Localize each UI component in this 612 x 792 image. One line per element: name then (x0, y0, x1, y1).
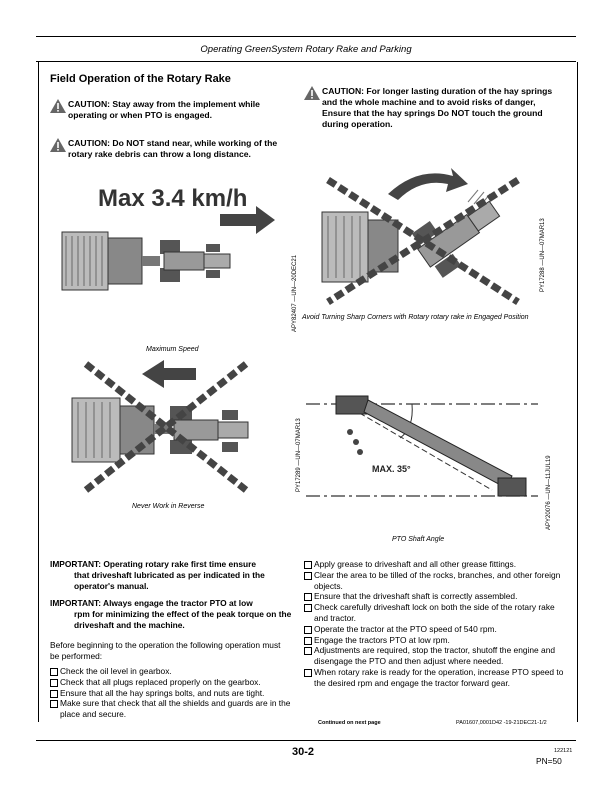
checkbox-icon (304, 604, 312, 612)
checkbox-icon (304, 626, 312, 634)
checkbox-icon (50, 690, 58, 698)
checkbox-icon (304, 669, 312, 677)
section-title: Field Operation of the Rotary Rake (50, 73, 231, 85)
checkbox-icon (304, 561, 312, 569)
checklist-left (50, 666, 300, 720)
intro-paragraph: Before beginning to the operation the following operation must be performed: (50, 640, 281, 661)
turn-arrow-icon (388, 168, 468, 200)
list-item-text: Check that all plugs replaced properly on the gearbox. (60, 676, 261, 687)
warning-icon (50, 99, 66, 113)
header-top-rule (36, 36, 576, 37)
reverse-code: PY17289 —UN—07MAR13 (296, 418, 302, 492)
caution-text: CAUTION: For longer lasting duration of the hay springs and the whole machine and to avoid risks of danger, Ensure that the hay springs Do NOT touch the ground during operation. (322, 86, 553, 129)
page-number: 30-2 (292, 746, 315, 758)
important-rest: that driveshaft lubricated as per indicated in the operator's manual. (74, 569, 265, 591)
important-lead: IMPORTANT: Always engage the tractor PTO at low (50, 598, 253, 608)
checkbox-icon (304, 593, 312, 601)
list-item-text: Engage the tractors PTO at low rpm. (314, 634, 450, 645)
pto-angle-figure (302, 380, 542, 520)
rake-tractor-topview (62, 232, 230, 290)
list-item-text: Apply grease to driveshaft and all other grease fittings. (314, 559, 517, 569)
max-speed-figure (60, 180, 280, 320)
checkbox-icon (304, 572, 312, 580)
pto-angle-code: APY20076 —UN—11JUL19 (546, 455, 552, 530)
list-item-text: Check carefully driveshaft lock on both the side of the rotary rake and tractor. (314, 602, 555, 623)
list-item (304, 645, 566, 667)
reverse-arrow-icon (142, 360, 196, 388)
list-item (50, 677, 300, 688)
warning-icon (50, 138, 66, 152)
list-item-text: Ensure that the driveshaft shaft is correctly assembled. (314, 591, 518, 602)
caution-text: CAUTION: Stay away from the implement while operating or when PTO is engaged. (68, 99, 260, 120)
running-head: Operating GreenSystem Rotary Rake and Parking (200, 44, 412, 55)
angle-line (344, 404, 492, 490)
footer-rule (36, 740, 576, 741)
list-item-text: Ensure that all the hay springs bolts, and nuts are tight. (60, 687, 265, 698)
checklist-right (304, 559, 566, 689)
list-item (50, 698, 300, 720)
sharp-corners-figure (318, 162, 540, 310)
max-speed-code: APY82407 —UN—20DEC21 (292, 254, 298, 332)
list-item-text: Operate the tractor at the PTO speed of 540 rpm. (314, 623, 497, 634)
important-note-lubrication (50, 559, 296, 591)
continued-note: Continued on next page (318, 720, 381, 726)
checkbox-icon (50, 668, 58, 676)
caution-hay-springs (304, 86, 559, 130)
list-item (304, 624, 566, 635)
warning-icon (304, 86, 320, 100)
list-item (304, 602, 566, 624)
footer-small-code: 122121 (554, 748, 573, 754)
reverse-caption: Never Work in Reverse (132, 503, 205, 510)
list-item-text: Check the oil level in gearbox. (60, 666, 172, 676)
list-item-text: Clear the area to be tilled of the rocks, branches, and other foreign objects. (314, 569, 561, 591)
list-item (304, 591, 566, 602)
important-note-pto (50, 598, 296, 630)
pn-label: PN=50 (536, 756, 562, 766)
checkbox-icon (50, 679, 58, 687)
max-angle-label: MAX. 35° (372, 464, 411, 474)
max-speed-label: Max 3.4 km/h (98, 185, 248, 212)
max-speed-caption: Maximum Speed (146, 346, 199, 353)
sharp-corners-caption: Avoid Turning Sharp Corners with Rotary rotary rake in Engaged Position (302, 314, 529, 321)
caution-text: CAUTION: Do NOT stand near, while working of the rotary rake debris can throw a long distance. (68, 138, 278, 159)
list-item-text: When rotary rake is ready for the operation, increase PTO speed to the desired rpm and engage the tractor forward gear. (314, 666, 564, 688)
important-rest: rpm for minimizing the effect of the peak torque on the driveshaft and the machine. (74, 608, 292, 630)
reverse-figure (66, 354, 292, 494)
list-item (304, 570, 566, 592)
list-item (50, 688, 300, 699)
pto-driveshaft (336, 396, 526, 496)
sharp-corners-code: PY17288 —UN—07MAR13 (540, 218, 546, 292)
list-item (304, 667, 566, 689)
list-item (304, 635, 566, 646)
list-item-text: Adjustments are required, stop the tractor, shutoff the engine and disengage the PTO and then adjust where needed. (314, 645, 556, 667)
checkbox-icon (304, 647, 312, 655)
document-code: PA01607,0001D42 -19-21DEC21-1/2 (456, 720, 547, 726)
caution-stay-away (50, 99, 290, 121)
pto-angle-caption: PTO Shaft Angle (392, 536, 445, 543)
important-lead: IMPORTANT: Operating rotary rake first time ensure (50, 559, 257, 569)
list-item-text: Make sure that check that all the shields and guards are in the place and secure. (60, 698, 291, 720)
list-item (304, 559, 566, 570)
checkbox-icon (50, 700, 58, 708)
list-item (50, 666, 300, 677)
caution-debris (50, 138, 298, 160)
checkbox-icon (304, 637, 312, 645)
